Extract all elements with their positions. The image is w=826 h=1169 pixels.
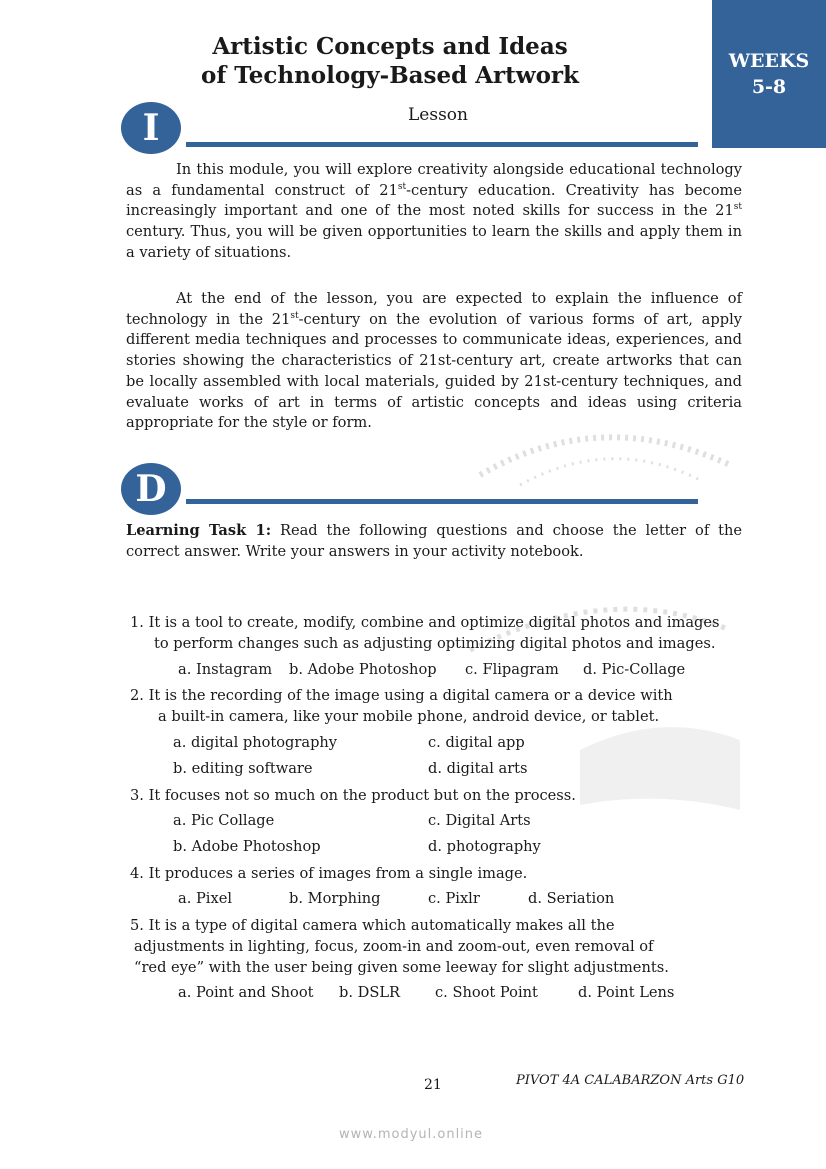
q3-option-b: b. Adobe Photoshop [173, 838, 321, 855]
q4-option-b: b. Morphing [289, 890, 381, 907]
q5-option-d: d. Point Lens [578, 984, 675, 1001]
weeks-badge [712, 0, 826, 148]
task-label: Learning Task 1: [126, 522, 272, 539]
q4-option-a: a. Pixel [178, 890, 232, 907]
q4-option-c: c. Pixlr [428, 890, 480, 907]
weeks-range: 5-8 [751, 76, 787, 98]
section-i-divider [186, 142, 698, 147]
page-number: 21 [424, 1077, 442, 1093]
faint-stamp-graphic [460, 395, 750, 495]
q3-option-d: d. photography [428, 838, 541, 855]
q5-option-c: c. Shoot Point [435, 984, 538, 1001]
watermark-text: www.modyul.online [339, 1127, 484, 1142]
q2-option-c: c. digital app [428, 734, 525, 751]
q4-option-d: d. Seriation [528, 890, 615, 907]
section-d-divider [186, 499, 698, 504]
q5-option-b: b. DSLR [339, 984, 400, 1001]
page-title [150, 32, 630, 90]
question-4: 4. It produces a series of images from a single image. [130, 865, 528, 882]
footer-source: PIVOT 4A CALABARZON Arts G10 [516, 1073, 745, 1088]
q3-option-c: c. Digital Arts [428, 812, 531, 829]
q1-option-c: c. Flipagram [465, 661, 559, 678]
question-3: 3. It focuses not so much on the product but on the process. [130, 787, 576, 804]
q5-option-a: a. Point and Shoot [178, 984, 314, 1001]
question-5-line-1: 5. It is a type of digital camera which automatically makes all the [130, 917, 615, 934]
question-1-line-2: to perform changes such as adjusting optimizing digital photos and images. [154, 635, 716, 652]
title-line-1: Artistic Concepts and Ideas [212, 33, 568, 60]
learning-task-instructions: Learning Task 1: Read the following questions and choose the letter of the correct answer. Write your answers in your activity notebook. [126, 522, 742, 560]
q2-option-a: a. digital photography [173, 734, 338, 751]
intro-paragraph: In this module, you will explore creativity alongside educational technology as a fundamental construct of 21st-century education. Creativity has become increasingly important and one of the most noted skills for success in the 21st century. Thus, you will be given opportunities to learn the skills and apply them in a variety of situations. [126, 161, 742, 261]
q2-option-b: b. editing software [173, 760, 313, 777]
section-i-badge: I [121, 102, 181, 154]
q1-option-b: b. Adobe Photoshop [289, 661, 437, 678]
q1-option-a: a. Instagram [178, 661, 273, 678]
section-d-badge: D [121, 463, 181, 515]
q3-option-a: a. Pic Collage [173, 812, 275, 829]
question-2-line-1: 2. It is the recording of the image using a digital camera or a device with [130, 687, 673, 704]
weeks-label: WEEKS [728, 50, 810, 72]
question-5-line-2: adjustments in lighting, focus, zoom-in and zoom-out, even removal of [134, 938, 654, 955]
question-1-line-1: 1. It is a tool to create, modify, combine and optimize digital photos and images [130, 614, 720, 631]
q2-option-d: d. digital arts [428, 760, 528, 777]
question-5-line-3: “red eye” with the user being given some leeway for slight adjustments. [134, 959, 669, 976]
question-2-line-2: a built-in camera, like your mobile phone, android device, or tablet. [158, 708, 660, 725]
q1-option-d: d. Pic-Collage [583, 661, 686, 678]
title-line-2: of Technology-Based Artwork [200, 62, 579, 89]
lesson-label: Lesson [408, 105, 468, 125]
objectives-paragraph: At the end of the lesson, you are expected to explain the influence of technology in the 21st-century on the evolution of various forms of art, apply different media techniques and processes to communicate ideas, experiences, and stories showing the characteristics of 21st-century art, create artworks that can be locally assembled with local materials, guided by 21st-century techniques, and evaluate works of art in terms of artistic concepts and ideas using criteria appropriate for the style or form. [126, 290, 742, 432]
